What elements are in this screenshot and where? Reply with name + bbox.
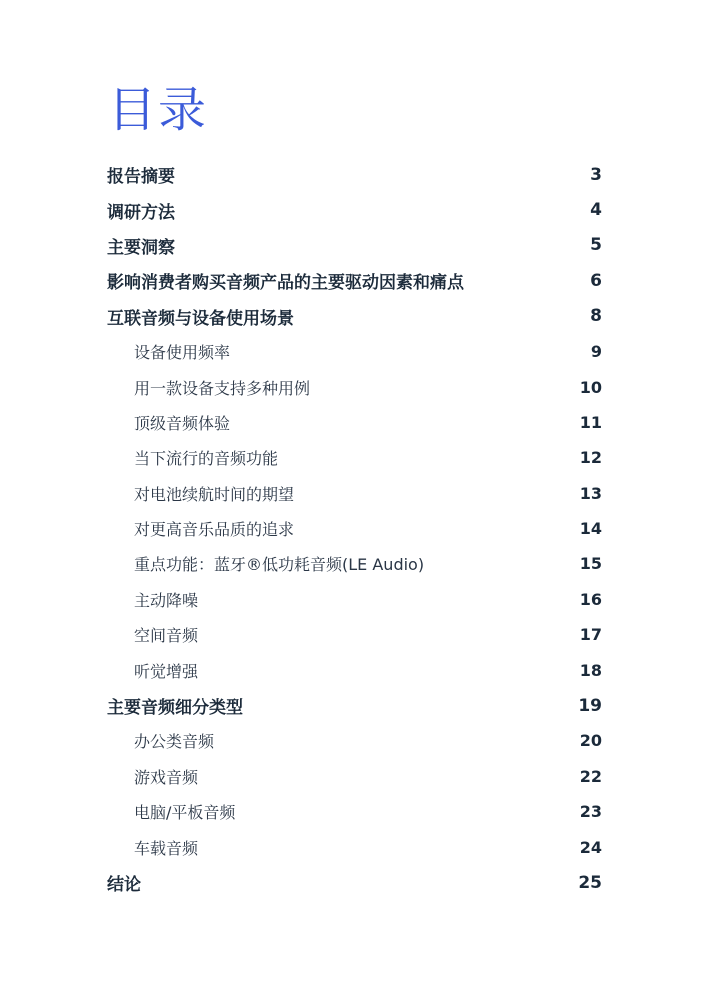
toc-entry-page-number: 17 <box>579 625 602 645</box>
toc-entry-label: 空间音频 <box>134 626 199 646</box>
toc-section-entry[interactable] <box>107 157 602 192</box>
toc-subsection-entry[interactable] <box>107 440 602 475</box>
toc-entry-label: 游戏音频 <box>134 767 199 787</box>
toc-entry-label: 听觉增强 <box>134 661 199 681</box>
toc-subsection-entry[interactable] <box>107 794 602 829</box>
toc-section-entry[interactable] <box>107 299 602 334</box>
toc-entry-page-number: 15 <box>579 554 602 574</box>
toc-entry-page-number: 4 <box>590 200 602 221</box>
toc-subsection-entry[interactable] <box>107 652 602 687</box>
toc-entry-page-number: 24 <box>579 837 602 857</box>
toc-section-entry[interactable] <box>107 228 602 263</box>
toc-section-entry[interactable] <box>107 263 602 298</box>
table-of-contents <box>107 157 602 900</box>
toc-entry-page-number: 14 <box>579 519 602 539</box>
toc-entry-page-number: 23 <box>579 802 602 822</box>
toc-entry-label: 办公类音频 <box>134 732 215 752</box>
toc-entry-label: 电脑/平板音频 <box>134 803 236 823</box>
toc-entry-label: 设备使用频率 <box>134 343 231 363</box>
toc-entry-page-number: 13 <box>579 483 602 503</box>
toc-subsection-entry[interactable] <box>107 546 602 581</box>
toc-entry-label: 调研方法 <box>107 202 175 223</box>
toc-entry-label: 结论 <box>107 875 141 895</box>
toc-entry-label: 影响消费者购买音频产品的主要驱动因素和痛点 <box>107 273 464 294</box>
toc-entry-label: 主动降噪 <box>134 590 199 610</box>
toc-entry-page-number: 22 <box>579 766 602 786</box>
toc-subsection-entry[interactable] <box>107 582 602 617</box>
toc-subsection-entry[interactable] <box>107 369 602 404</box>
toc-entry-page-number: 18 <box>579 660 602 680</box>
toc-subsection-entry[interactable] <box>107 334 602 369</box>
toc-entry-page-number: 11 <box>579 412 602 432</box>
toc-entry-label: 重点功能：蓝牙®低功耗音频(LE Audio) <box>134 555 425 575</box>
toc-entry-label: 当下流行的音频功能 <box>134 449 279 469</box>
toc-section-entry[interactable] <box>107 192 602 227</box>
toc-entry-label: 车载音频 <box>134 838 199 858</box>
toc-subsection-entry[interactable] <box>107 829 602 864</box>
toc-entry-page-number: 8 <box>590 306 602 327</box>
toc-subsection-entry[interactable] <box>107 476 602 511</box>
toc-entry-page-number: 5 <box>590 235 602 256</box>
toc-entry-label: 顶级音频体验 <box>134 413 231 433</box>
toc-entry-label: 对更高音乐品质的追求 <box>134 520 295 540</box>
toc-entry-label: 主要音频细分类型 <box>107 698 243 719</box>
toc-entry-page-number: 19 <box>578 695 602 716</box>
toc-subsection-entry[interactable] <box>107 405 602 440</box>
toc-entry-label: 报告摘要 <box>107 167 175 188</box>
toc-entry-label: 用一款设备支持多种用例 <box>134 378 311 398</box>
page-title: 目录 <box>108 82 209 138</box>
toc-entry-label: 主要洞察 <box>107 237 175 258</box>
toc-entry-page-number: 25 <box>578 872 602 893</box>
toc-subsection-entry[interactable] <box>107 759 602 794</box>
toc-entry-page-number: 16 <box>579 589 602 609</box>
toc-entry-page-number: 6 <box>590 270 602 291</box>
toc-subsection-entry[interactable] <box>107 511 602 546</box>
toc-entry-page-number: 20 <box>579 731 602 751</box>
toc-entry-label: 互联音频与设备使用场景 <box>107 308 294 329</box>
toc-entry-page-number: 12 <box>579 448 602 468</box>
toc-entry-page-number: 3 <box>590 164 602 185</box>
toc-subsection-entry[interactable] <box>107 617 602 652</box>
toc-subsection-entry[interactable] <box>107 723 602 758</box>
toc-entry-label: 对电池续航时间的期望 <box>134 484 295 504</box>
toc-entry-page-number: 9 <box>590 342 602 362</box>
toc-section-entry[interactable] <box>107 865 602 900</box>
toc-section-entry[interactable] <box>107 688 602 723</box>
toc-entry-page-number: 10 <box>579 377 602 397</box>
